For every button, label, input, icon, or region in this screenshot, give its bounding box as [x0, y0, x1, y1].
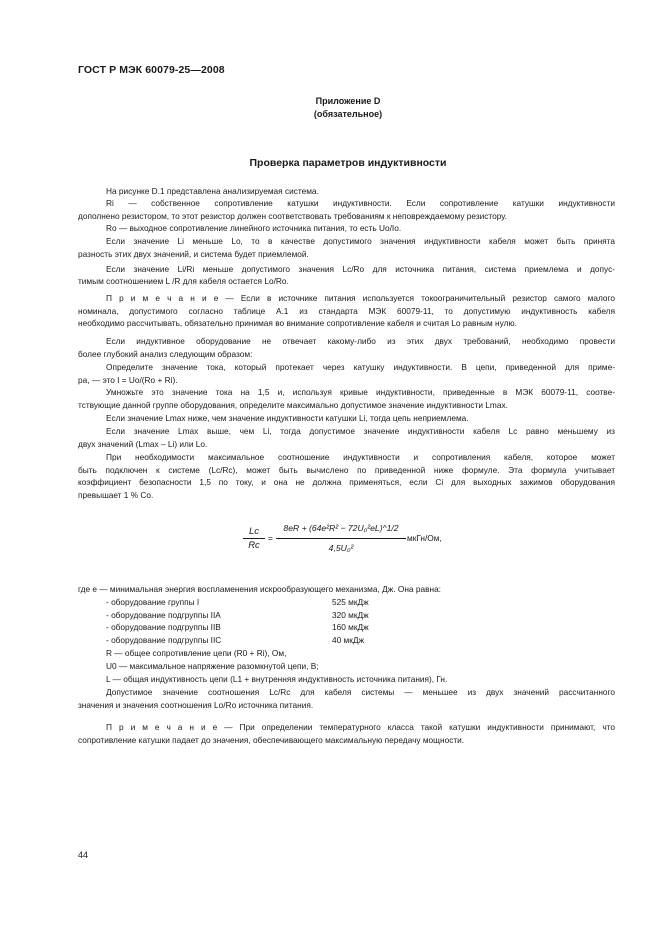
- where-intro: где e — минимальная энергия воспламенения искрообразующего механизма, Дж. Она равна:: [78, 584, 441, 594]
- appendix-title: Приложение D: [315, 96, 381, 106]
- closing-line: Допустимое значение соотношения Lc/Rc для кабеля системы — меньшее из двух значений рассчитанного: [106, 687, 615, 697]
- energy-label: - оборудование группы I: [106, 597, 200, 607]
- text-line: Умножьте это значение тока на 1,5 и, используя кривые индуктивности, приведенные в МЭК 60079-11, соотве-: [106, 387, 615, 397]
- text-line: двух значений (Lmax – Li) или Lo.: [78, 439, 208, 449]
- text-line: Если значение Lmax выше, чем Li, тогда допустимое значение индуктивности кабеля Lc равно меньшему из: [106, 426, 615, 436]
- text-line: тствующие данной группе оборудования, определите максимально допустимое значение индуктивности Lmax.: [78, 400, 508, 410]
- text-line: Ro — выходное сопротивление линейного источника питания, то есть Uo/Io.: [106, 223, 402, 233]
- page-number: 44: [78, 850, 89, 860]
- text-line: Определите значение тока, который протекает через катушку индуктивности. В цепи, приведенной для приме-: [106, 362, 615, 372]
- text-line: Если значение Li/Ri меньше допустимого значения Lc/Ro для источника питания, система приемлема и допус-: [106, 264, 615, 274]
- note-line: номинала, допустимого согласно таблице А.1 из стандарта МЭК 60079-11, то допустимую индуктивность кабеля: [78, 306, 615, 316]
- note-line: необходимо рассчитывать, обязательно принимая во внимание сопротивление кабеля и считая Lo равным нулю.: [78, 318, 517, 328]
- energy-value: 40 мкДж: [332, 635, 365, 645]
- note-line: сопротивление катушки падает до значения, обеспечивающего максимальную передачу мощности.: [78, 735, 465, 745]
- text-line: быть подключен к системе (Lc/Rc), может быть вычислено по приведенной ниже формуле. Эта формула учитывает: [78, 465, 615, 475]
- energy-value: 160 мкДж: [332, 622, 369, 632]
- text-line: дополнено резистором, то этот резистор должен соответствовать требованиям к неповреждаемому резистору.: [78, 211, 507, 221]
- definition-line: L — общая индуктивность цепи (L1 + внутренняя индуктивность источника питания), Гн.: [106, 674, 448, 684]
- text-line: разность этих двух значений, и система будет приемлемой.: [78, 249, 309, 259]
- text-line: коэффициент безопасности 1,5 по току, и она не должна применяться, если Ci для выходных зажимов оборудования: [78, 477, 615, 487]
- section-title: Проверка параметров индуктивности: [249, 157, 447, 169]
- energy-value: 525 мкДж: [332, 597, 369, 607]
- definition-line: U0 — максимальное напряжение разомкнутой цепи, В;: [106, 661, 319, 671]
- formula-denominator: 4,5U₀²: [328, 542, 354, 553]
- document-header: ГОСТ Р МЭК 60079-25—2008: [78, 64, 225, 76]
- note-line: П р и м е ч а н и е — При определении температурного класса такой катушки индуктивности принимают, что: [106, 722, 615, 732]
- energy-value: 320 мкДж: [332, 610, 369, 620]
- text-line: более глубокий анализ следующим образом:: [78, 349, 253, 359]
- formula-lhs-numerator: Lc: [248, 526, 260, 537]
- formula-numerator: 8eR + (64e²R² − 72U₀²eL)^1/2: [283, 523, 399, 533]
- formula-units: мкГн/Ом,: [407, 533, 442, 543]
- energy-label: - оборудование подгруппы IIB: [106, 622, 221, 632]
- energy-label: - оборудование подгруппы IIC: [106, 635, 222, 645]
- closing-line: значения и значения соотношения Lo/Ro источника питания.: [78, 700, 314, 710]
- note-line: П р и м е ч а н и е — Если в источнике питания используется токоограничительный резистор самого малого: [106, 293, 615, 303]
- text-line: Ri — собственное сопротивление катушки индуктивности. Если сопротивление катушки индуктивности: [106, 198, 615, 208]
- text-line: На рисунке D.1 представлена анализируемая система.: [106, 186, 319, 196]
- text-line: превышает 1 % Co.: [78, 490, 154, 500]
- text-line: ра, — это I = Uo/(Ro + Ri).: [78, 375, 178, 385]
- formula-rhs: [276, 522, 406, 554]
- formula-equals: =: [268, 533, 273, 543]
- text-line: Если значение Lmax ниже, чем значение индуктивности катушки Li, тогда цепь неприемлема.: [106, 413, 469, 423]
- definition-line: R — общее сопротивление цепи (R0 + Ri), Ом,: [106, 648, 287, 658]
- formula-lhs: [243, 526, 265, 551]
- appendix-subtitle: (обязательное): [313, 109, 383, 119]
- text-line: При необходимости максимальное соотношение индуктивности и сопротивления кабеля, которое может: [106, 452, 615, 462]
- formula-lhs-denominator: Rc: [248, 540, 260, 551]
- text-line: тимым соотношением L /R для кабеля остается Lo/Ro.: [78, 276, 289, 286]
- energy-label: - оборудование подгруппы IIA: [106, 610, 221, 620]
- text-line: Если индуктивное оборудование не отвечает какому-либо из этих двух требований, необходимо провести: [106, 336, 615, 346]
- text-line: Если значение Li меньше Lo, то в качестве допустимого значения индуктивности кабеля может быть принята: [106, 236, 615, 246]
- formula: [243, 522, 473, 562]
